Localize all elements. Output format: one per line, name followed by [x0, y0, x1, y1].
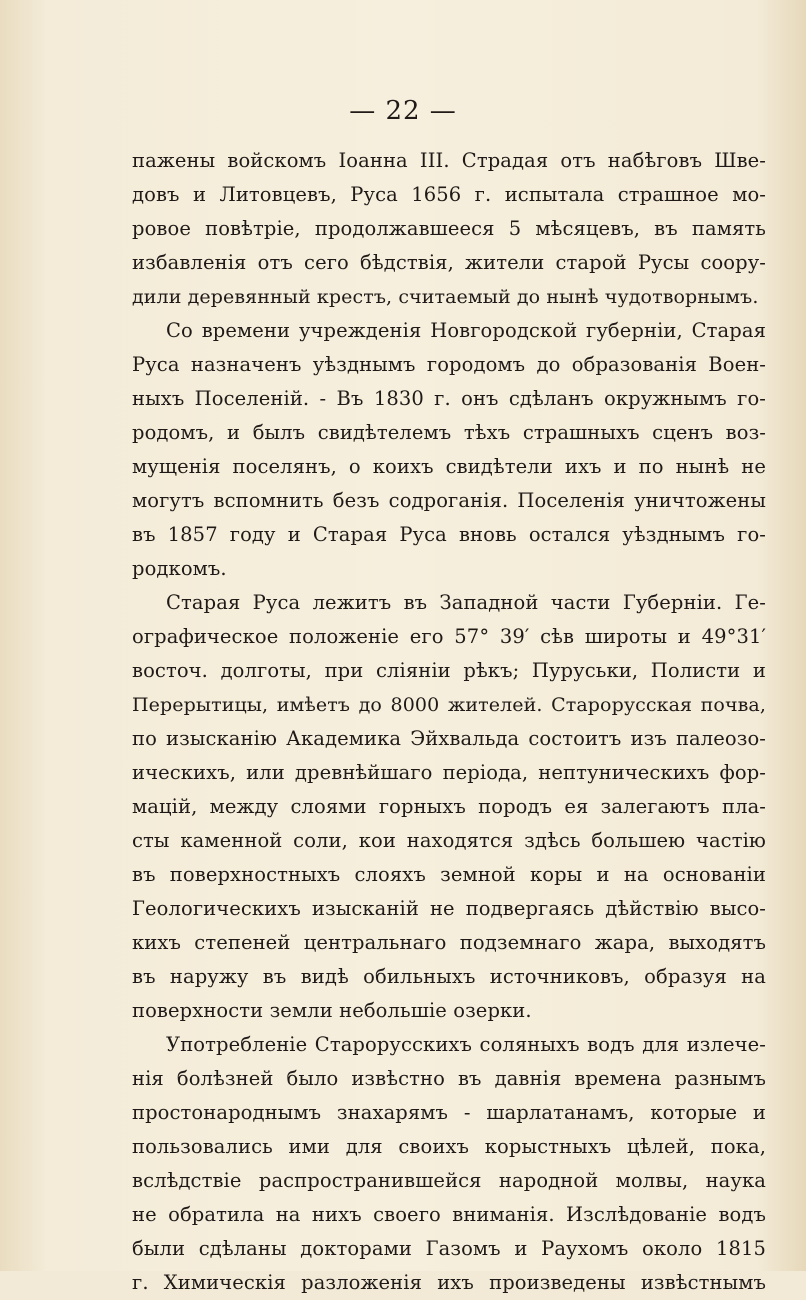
text-line: могутъ вспомнить безъ содроганія. Поселенія уничтожены	[132, 489, 766, 512]
text-line: были сдѣланы докторами Газомъ и Раухомъ около 1815	[132, 1237, 766, 1260]
text-line: не обратила на нихъ своего вниманія. Изслѣдованіе водъ	[132, 1203, 766, 1226]
text-line: простонароднымъ знахарямъ - шарлатанамъ, которые и	[132, 1101, 766, 1124]
page-body-text	[132, 144, 766, 1300]
text-line: въ наружу въ видѣ обильныхъ источниковъ, образуя на	[132, 965, 766, 988]
text-line: пользовались ими для своихъ корыстныхъ цѣлей, пока,	[132, 1135, 766, 1158]
text-line: Употребленіе Старорусскихъ соляныхъ водъ для излече-	[166, 1033, 766, 1056]
text-line: родкомъ.	[132, 557, 227, 580]
text-line: Старая Руса лежитъ въ Западной части Губерніи. Ге-	[166, 591, 766, 614]
text-line: восточ. долготы, при сліяніи рѣкъ; Пуруськи, Полисти и	[132, 659, 766, 682]
text-line: кихъ степеней центральнаго подземнаго жара, выходятъ	[132, 931, 766, 954]
text-line: мущенія поселянъ, о коихъ свидѣтели ихъ и по нынѣ не	[132, 455, 766, 478]
text-line: вслѣдствіе распространившейся народной молвы, наука	[132, 1169, 766, 1192]
text-line: Перерытицы, имѣетъ до 8000 жителей. Старорусская почва,	[132, 694, 766, 716]
text-line: поверхности земли небольшіе озерки.	[132, 999, 532, 1022]
text-line: сты каменной соли, кои находятся здѣсь большею частію	[132, 829, 766, 852]
text-line: ровое повѣтріе, продолжавшееся 5 мѣсяцевъ, въ память	[132, 217, 766, 240]
text-line: Руса назначенъ уѣзднымъ городомъ до образованія Воен-	[132, 353, 766, 376]
text-line: ографическое положеніе его 57° 39′ сѣв широты и 49°31′	[132, 625, 766, 648]
text-line: по изысканію Академика Эйхвальда состоитъ изъ палеозо-	[132, 727, 766, 750]
text-line: Со времени учрежденія Новгородской губерніи, Старая	[166, 319, 766, 342]
text-line: дили деревянный крестъ, считаемый до нынѣ чудотворнымъ.	[132, 286, 759, 308]
text-line: мацій, между слоями горныхъ породъ ея залегаютъ пла-	[132, 795, 766, 818]
text-line: въ поверхностныхъ слояхъ земной коры и на основаніи	[132, 863, 766, 886]
text-line: г. Химическія разложенія ихъ произведены извѣстнымъ	[132, 1271, 766, 1294]
text-line: избавленія отъ сего бѣдствія, жители старой Русы соору-	[132, 251, 766, 274]
text-line: нія болѣзней было извѣстно въ давнія времена разнымъ	[132, 1067, 766, 1090]
text-line: Геологическихъ изысканій не подвергаясь дѣйствію высо-	[132, 897, 766, 920]
text-line: довъ и Литовцевъ, Руса 1656 г. испытала страшное мо-	[132, 183, 766, 206]
text-line: пажены войскомъ Іоанна III. Страдая отъ набѣговъ Шве-	[132, 149, 766, 172]
text-line: въ 1857 году и Старая Руса вновь остался уѣзднымъ го-	[132, 523, 766, 546]
text-line: ныхъ Поселеній. - Въ 1830 г. онъ сдѣланъ окружнымъ го-	[132, 387, 766, 410]
page-number: — 22 —	[349, 96, 457, 126]
text-line: ическихъ, или древнѣйшаго періода, нептуническихъ фор-	[132, 761, 766, 784]
text-line: родомъ, и былъ свидѣтелемъ тѣхъ страшныхъ сценъ воз-	[132, 421, 766, 444]
